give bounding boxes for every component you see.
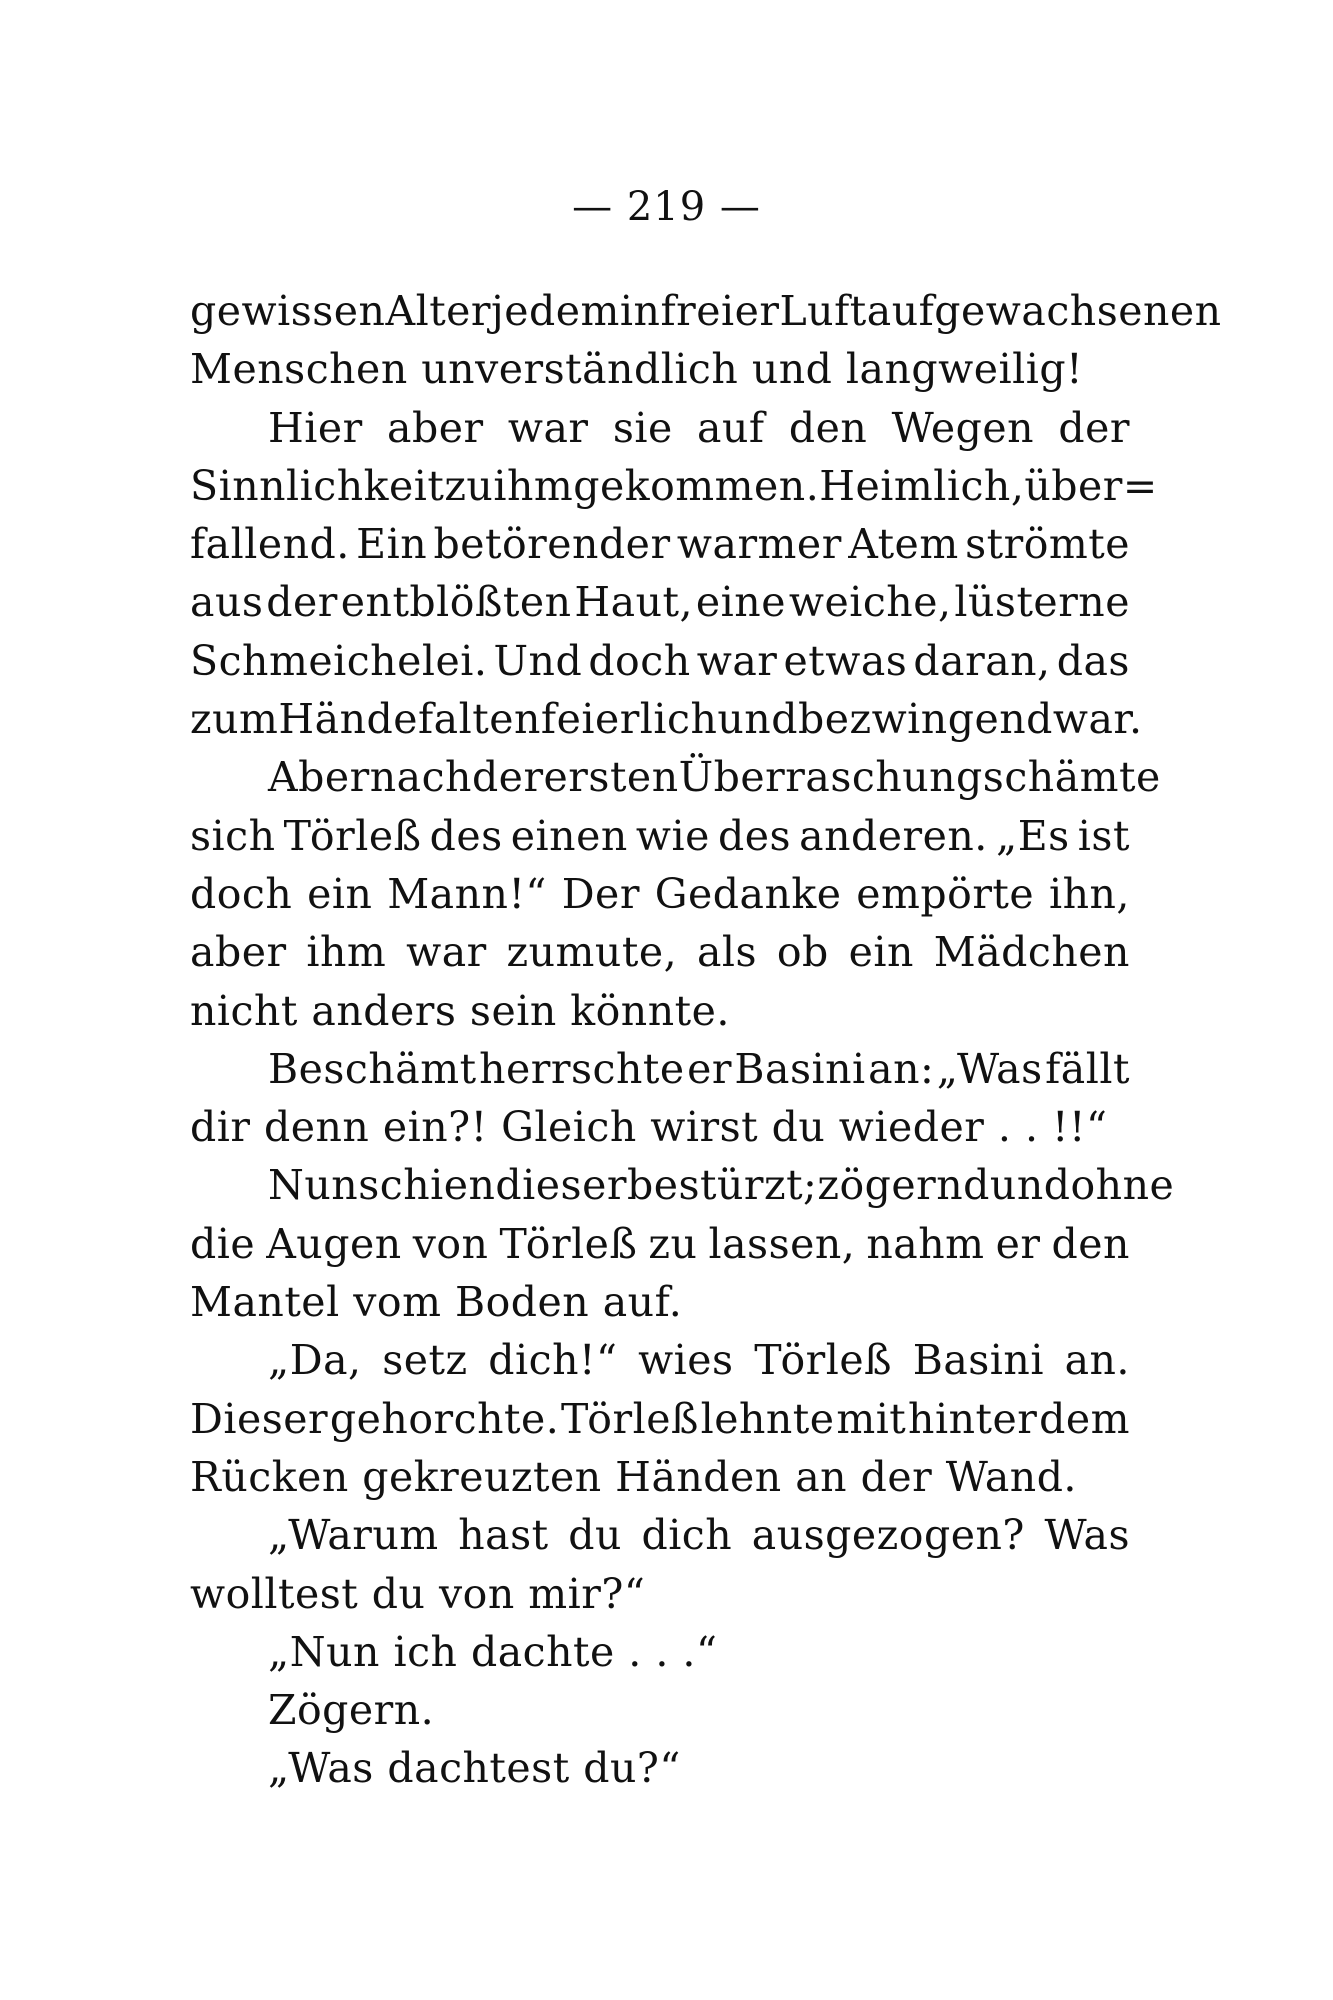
word: Ein [356,520,428,569]
word: eine [695,578,786,627]
word: einen [510,811,628,860]
text-line [190,923,1130,981]
page-number: — 219 — [572,184,761,230]
word: Törleß [561,1394,699,1443]
word: zögernd [817,1161,990,1210]
word: ausgezogen? [751,1511,1025,1560]
word: Törleß [754,1336,893,1385]
text-line [190,1040,1130,1098]
word: r [606,1161,627,1210]
word: zum [190,695,279,744]
word: ihm [493,461,574,510]
word: Aber [268,753,370,802]
word: Händefalten [278,695,541,744]
text-line [190,1390,1130,1448]
word: e [535,1161,561,1210]
word: zumute, [506,928,678,977]
word: d [495,1161,523,1210]
word: Heimlich, [819,461,1025,510]
word: Dieser [190,1394,329,1443]
word: des [429,811,503,860]
text-line [190,1215,1130,1273]
word: „Da, [268,1336,362,1385]
word: doch [588,636,691,685]
word: Wegen [891,403,1035,452]
word: lehnte [700,1394,835,1443]
word: jedem [491,287,620,335]
word: nahm [866,1219,985,1268]
text-line: dir denn ein?! Gleich wirst du wieder . . !!“ [190,1103,1108,1152]
word: hinter [908,1394,1038,1443]
word: gehorchte. [329,1394,560,1443]
word: ob [776,928,829,977]
word: war. [1052,695,1143,744]
word: war [406,928,487,977]
word: Atem [848,520,959,569]
word: er [687,1044,732,1093]
word: Augen [266,1219,402,1268]
word: wie [635,811,710,860]
word: Mann!“ [387,869,547,918]
word: ein [848,928,914,977]
word: aber [387,403,484,452]
word: und [989,1161,1071,1210]
word: Törleß [283,811,422,860]
word: herrschte [479,1044,685,1093]
word: Alter [385,287,492,335]
text-line [190,399,1130,457]
text-line: „Was dachtest du?“ [268,1744,681,1793]
word: an. [1064,1336,1130,1385]
word: entblößten [340,578,572,627]
word: aus [190,578,264,627]
word: er [995,1219,1041,1268]
word: nach [369,753,472,802]
word: Basini [912,1336,1044,1385]
word: Beschämt [268,1044,477,1093]
word: war [507,403,589,452]
word: anderen. [799,811,988,860]
text-line [190,690,1143,748]
word: hast [458,1511,549,1560]
word: Gedanke [654,869,842,918]
word: auf [697,403,765,452]
word: etwas [783,636,908,685]
word: Törleß [499,1219,638,1268]
text-line [190,515,1130,573]
word: gekommen. [573,461,820,510]
word: des [717,811,792,860]
word: zu [444,461,494,510]
word: „Was [936,1044,1043,1093]
word: freier [660,287,780,335]
word: gewissen [190,287,386,335]
word: Haut, [574,578,694,627]
text-line: „Nun ich dachte . . .“ [268,1627,718,1676]
word: schien [358,1161,496,1210]
word: das [1056,636,1130,685]
word: von [412,1219,489,1268]
text-line [190,282,1222,340]
word: der [471,753,544,802]
word: setz [382,1336,468,1385]
word: empörte [856,869,1035,918]
word: bezwingend [797,695,1053,744]
word: der [266,578,338,627]
word: bestürzt; [626,1161,818,1210]
text-line [190,1156,1175,1214]
text-line: Mantel vom Boden auf. [190,1278,683,1327]
text-line: Rücken gekreuzten Händen an der Wand. [190,1452,1077,1501]
word: schämte [982,753,1161,802]
word: e [582,1161,607,1210]
body-text [190,282,1222,1798]
text-line: Menschen unverständlich und langweilig! [190,345,1084,394]
word: war [696,636,778,685]
text-line [190,865,1130,923]
word: feierlich [540,695,718,744]
word: Hier [268,403,363,452]
word: sie [612,403,673,452]
text-line [190,807,1130,865]
word: wies [638,1336,734,1385]
word: mit [836,1394,907,1443]
text-line: nicht anders sein könnte. [190,986,730,1035]
word: „Warum [268,1511,439,1560]
word: Überraschung [678,753,983,802]
word: ersten [543,753,679,802]
text-line: wolltest du von mir?“ [190,1569,646,1618]
text-line: Zögern. [268,1686,435,1735]
word: Nun [268,1161,359,1210]
word: warmer [676,520,842,569]
word: Sinnlichkeit [190,461,445,510]
word: ihm [306,928,387,977]
word: s [560,1161,583,1210]
text-line [190,1331,1130,1389]
word: ist [1077,811,1130,860]
word: dich!“ [488,1336,618,1385]
word: über= [1024,461,1158,510]
word: daran, [913,636,1051,685]
word: der [1058,403,1130,452]
word: den [1051,1219,1130,1268]
word: in [619,287,661,335]
word: lüsterne [954,578,1130,627]
word: lassen, [708,1219,856,1268]
word: dich [641,1511,733,1560]
word: fallend. [190,520,350,569]
word: Luft [779,287,867,335]
word: weiche, [788,578,952,627]
word: zu [648,1219,698,1268]
word: Basini [734,1044,866,1093]
word: aufgewachsenen [866,287,1222,335]
text-line [190,748,1161,806]
word: den [788,403,868,452]
word: „Es [995,811,1070,860]
text-line [190,457,1158,515]
word: als [696,928,758,977]
text-line [190,573,1130,631]
word: aber [190,928,287,977]
word: doch [190,869,293,918]
word: Und [493,636,583,685]
word: strömte [965,520,1130,569]
word: Mädchen [933,928,1130,977]
word: betörender [433,520,671,569]
word: ein [307,869,373,918]
word: und [717,695,798,744]
word: die [190,1219,256,1268]
word: an: [868,1044,935,1093]
word: dem [1039,1394,1130,1443]
word: Was [1044,1511,1130,1560]
word: du [568,1511,622,1560]
word: Der [561,869,640,918]
word: Schmeichelei. [190,636,488,685]
word: sich [190,811,276,860]
text-line [190,1506,1130,1564]
word: ihn, [1048,869,1130,918]
word: ohne [1070,1161,1175,1210]
word: fällt [1045,1044,1130,1093]
text-line [190,632,1130,690]
word: i [522,1161,536,1210]
